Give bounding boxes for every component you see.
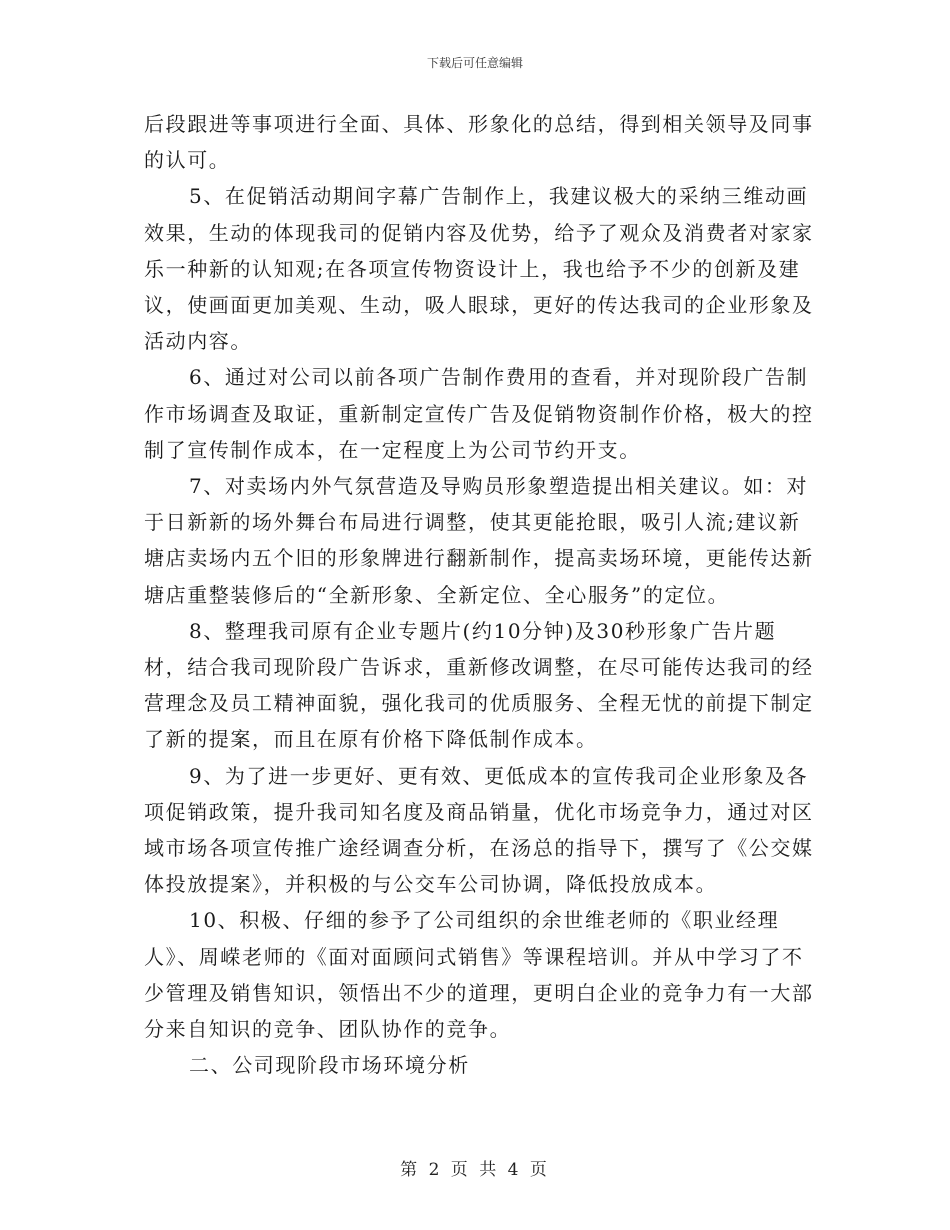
paragraph-item-9: 9、为了进一步更好、更有效、更低成本的宣传我司企业形象及各项促销政策，提升我司知名度及商品销量，优化市场竞争力，通过对区域市场各项宣传推广途经调查分析，在汤总的指导下，撰写了《公交媒体投放提案》，并积极的与公交车公司协调，降低投放成本。 — [144, 763, 814, 897]
page-header: 下载后可任意编辑 — [426, 56, 523, 70]
paragraph-item-7: 7、对卖场内外气氛营造及导购员形象塑造提出相关建议。如：对于日新新的场外舞台布局进行调整，使其更能抢眼，吸引人流;建议新塘店卖场内五个旧的形象牌进行翻新制作，提高卖场环境，更能传达新塘店重整装修后的“全新形象、全新定位、全心服务”的定位。 — [144, 474, 814, 607]
paragraph-continuation: 后段跟进等事项进行全面、具体、形象化的总结，得到相关领导及同事的认可。 — [144, 112, 814, 173]
page-footer: 第 2 页 共 4 页 — [400, 1160, 550, 1180]
document-body — [144, 106, 816, 1083]
paragraph-item-8: 8、整理我司原有企业专题片(约10分钟)及30秒形象广告片题材，结合我司现阶段广告诉求，重新修改调整，在尽可能传达我司的经营理念及员工精神面貌，强化我司的优质服务、全程无忧的前提下制定了新的提案，而且在原有价格下降低制作成本。 — [144, 618, 814, 752]
section-heading: 二、公司现阶段市场环境分析 — [189, 1053, 470, 1078]
paragraph-item-6: 6、通过对公司以前各项广告制作费用的查看，并对现阶段广告制作市场调查及取证，重新制定宣传广告及促销物资制作价格，极大的控制了宣传制作成本，在一定程度上为公司节约开支。 — [144, 365, 814, 462]
paragraph-item-10: 10、积极、仔细的参予了公司组织的余世维老师的《职业经理人》、周嵘老师的《面对面顾问式销售》等课程培训。并从中学习了不少管理及销售知识，领悟出不少的道理，更明白企业的竞争力有一大部分来自知识的竞争、团队协作的竞争。 — [144, 908, 814, 1042]
paragraph-item-5: 5、在促销活动期间字幕广告制作上，我建议极大的采纳三维动画效果，生动的体现我司的促销内容及优势，给予了观众及消费者对家家乐一种新的认知观;在各项宣传物资设计上，我也给予不少的创新及建议，使画面更加美观、生动，吸人眼球，更好的传达我司的企业形象及活动内容。 — [144, 184, 814, 354]
